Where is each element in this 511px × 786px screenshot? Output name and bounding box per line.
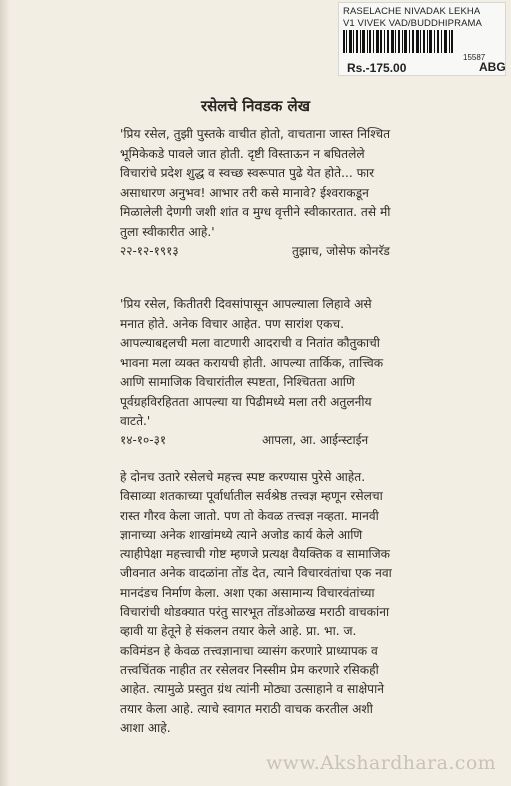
sticker-author-line: V1 VIVEK VAD/BUDDHIPRAMA: [343, 18, 482, 29]
page-edge-shadow: [0, 0, 10, 786]
sticker-title-line: RASELACHE NIVADAK LEKHA: [343, 6, 481, 17]
barcode-icon: [343, 30, 453, 53]
quote-line: आणि सामाजिक विचारांतील स्पष्टता, निश्चितता आणि: [120, 375, 355, 389]
blurb-line: ज्ञानाच्या अनेक शाखांमध्ये त्याने अजोड कार्य केले आणि: [120, 527, 363, 542]
blurb-line: जीवनात अनेक वादळांना तोंड देत, त्याने विचारवंतांचा एक नवा: [120, 566, 392, 581]
book-title: रसेलचे निवडक लेख: [201, 97, 310, 115]
blurb-line: त्याहीपेक्षा महत्त्वाची गोष्ट म्हणजे प्रत्यक्ष वैयक्तिक व सामाजिक: [120, 547, 391, 562]
sticker-code: ABG: [479, 60, 506, 74]
quote-line: भावना मला व्यक्त करायची होती. आपल्या तार्किक, तात्त्विक: [120, 355, 384, 370]
quote-einstein: [120, 295, 480, 432]
blurb-line: रास्त गौरव केला जातो. पण तो केवळ तत्त्वज्ञ नव्हता. मानवी: [120, 508, 379, 523]
blurb-line: तत्त्वचिंतक नाहीत तर रसेलवर निस्सीम प्रेम करणारे रसिकही: [120, 662, 379, 677]
blurb-line: कविमंडन हे केवळ तत्त्वज्ञानाचा व्यासंग करणारे प्राध्यापक व: [120, 643, 378, 658]
blurb-line: तयार केला आहे. त्याचे स्वागत मराठी वाचक करतील अशी: [120, 701, 373, 716]
quote-line: भूमिकेकडे पावले जात होती. दृष्टी विस्ताऊन न बघितलेले: [120, 146, 365, 161]
blurb-line: विसाव्या शतकाच्या पूर्वार्धातील सर्वश्रेष्ठ तत्त्वज्ञ म्हणून रसेलचा: [120, 489, 383, 504]
blurb-line: हे दोनच उतारे रसेलचे महत्त्व स्पष्ट करण्यास पुरेसे आहेत.: [120, 470, 366, 484]
website-watermark: www.Akshardhara.com: [266, 752, 497, 774]
quote-date: १४-१०-३१: [120, 433, 167, 447]
quote-line: मिळालेली देणगी जशी शांत व मुग्ध वृत्तीने स्वीकारतात. तसे मी: [120, 205, 391, 219]
quote-signature: आपला, आ. आईन्स्टाईन: [262, 433, 369, 447]
quote-line: तुला स्वीकारीत आहे.': [120, 224, 215, 239]
quote-line: विचारांचे प्रदेश शुद्ध व स्वच्छ स्वरूपात पुढे येत होते... फार: [120, 166, 375, 180]
quote-line: आपल्याबद्दलची मला वाटणारी आदराची व नितांत कौतुकाची: [120, 336, 380, 350]
sticker-number: 15587: [463, 53, 486, 62]
quote-line: 'प्रिय रसेल, तुझी पुस्तके वाचीत होतो, वाचताना जास्त निश्चित: [120, 127, 391, 141]
blurb-line: विचारांची थोडक्यात परंतु सारभूत तोंडओळख मराठी वाचकांना: [120, 605, 390, 620]
sticker-price: Rs.-175.00: [347, 61, 407, 75]
blurb-line: आहेत. त्यामुळे प्रस्तुत ग्रंथ त्यांनी मोठ्या उत्साहाने व साक्षेपाने: [120, 682, 385, 697]
quote-conrad: [120, 125, 480, 242]
quote-line: 'प्रिय रसेल, कितीतरी दिवसांपासून आपल्याला लिहावे असे: [120, 297, 372, 311]
price-sticker: [338, 2, 506, 76]
quote-date: २२-१२-१९१३: [120, 244, 179, 258]
quote-line: पूर्वग्रहविरहितता आपल्या या पिढीमध्ये मला तरी अतुलनीय: [120, 394, 372, 409]
quote-line: मनात होते. अनेक विचार आहेत. पण सारांश एकच.: [120, 316, 344, 331]
quote-line: असाधारण अनुभव! आभार तरी कसे मानावे? ईश्वराकडून: [120, 185, 369, 200]
blurb-line: व्हावी या हेतूने हे संकलन तयार केले आहे. प्रा. भा. ज.: [120, 624, 357, 639]
blurb-line: मानदंडच निर्माण केला. अशा एका असामान्य विचारवंतांच्या: [120, 585, 375, 600]
quote-line: वाटते.': [120, 414, 151, 428]
quote-signature: तुझाच, जोसेफ कोनरॅड: [292, 244, 390, 258]
blurb-line: आशा आहे.: [120, 720, 171, 735]
blurb-paragraph: [120, 468, 480, 738]
